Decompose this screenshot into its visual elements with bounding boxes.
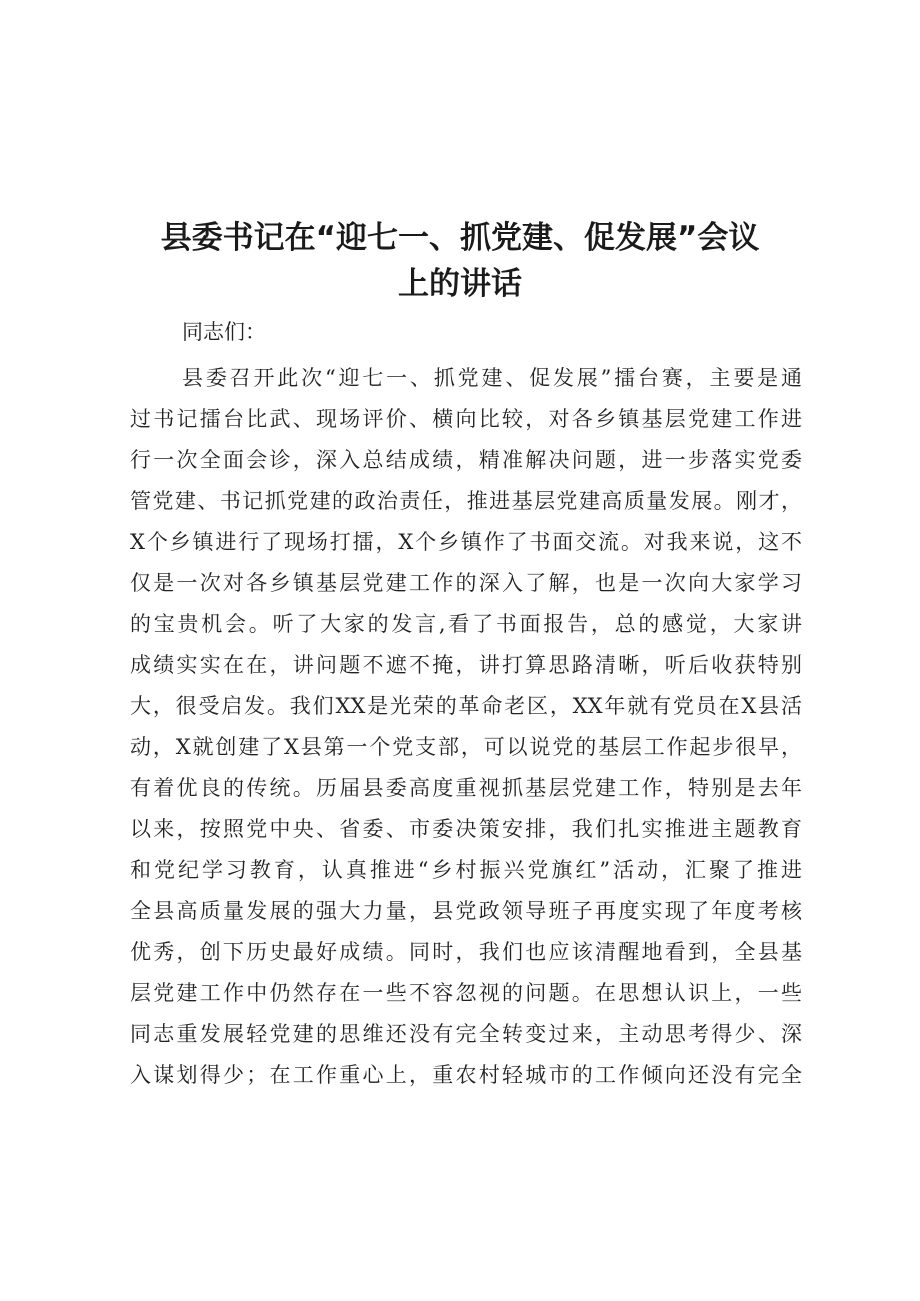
body-line: 全县高质量发展的强大力量，县党政领导班子再度实现了年度考核 — [130, 899, 802, 923]
body-line: 过书记擂台比武、现场评价、横向比较，对各乡镇基层党建工作进 — [130, 407, 802, 431]
body-paragraph — [130, 358, 802, 1096]
body-line: 成绩实实在在，讲问题不遮不掩，讲打算思路清晰，听后收获特别 — [130, 653, 802, 677]
body-line: X个乡镇进行了现场打擂，X个乡镇作了书面交流。对我来说，这不 — [130, 530, 802, 554]
body-line: 有着优良的传统。历届县委高度重视抓基层党建工作，特别是去年 — [130, 776, 802, 800]
body-line: 以来，按照党中央、省委、市委决策安排，我们扎实推进主题教育 — [130, 817, 802, 841]
body-line: 县委召开此次“迎七一、抓党建、促发展”擂台赛，主要是通 — [182, 366, 802, 390]
body-line: 管党建、书记抓党建的政治责任，推进基层党建高质量发展。刚才， — [130, 489, 802, 513]
body-line: 仅是一次对各乡镇基层党建工作的深入了解，也是一次向大家学习 — [130, 571, 802, 595]
salutation: 同志们： — [182, 320, 266, 344]
body-line: 动，X就创建了X县第一个党支部，可以说党的基层工作起步很早， — [130, 735, 802, 759]
body-line: 同志重发展轻党建的思维还没有完全转变过来，主动思考得少、深 — [130, 1022, 802, 1046]
body-line: 优秀，创下历史最好成绩。同时，我们也应该清醒地看到，全县基 — [130, 940, 802, 964]
document-title-line-2: 上的讲话 — [398, 266, 522, 302]
document-title-line-1: 县委书记在“迎七一、抓党建、促发展”会议 — [160, 220, 760, 256]
body-line: 层党建工作中仍然存在一些不容忽视的问题。在思想认识上，一些 — [130, 981, 802, 1005]
body-line: 大，很受启发。我们XX是光荣的革命老区，XX年就有党员在X县活 — [130, 694, 802, 718]
body-line: 和党纪学习教育，认真推进“乡村振兴党旗红”活动，汇聚了推进 — [130, 858, 802, 882]
body-line: 行一次全面会诊，深入总结成绩，精准解决问题，进一步落实党委 — [130, 448, 802, 472]
body-line: 入谋划得少；在工作重心上，重农村轻城市的工作倾向还没有完全 — [130, 1063, 802, 1087]
body-line: 的宝贵机会。听了大家的发言,看了书面报告，总的感觉，大家讲 — [130, 612, 802, 636]
